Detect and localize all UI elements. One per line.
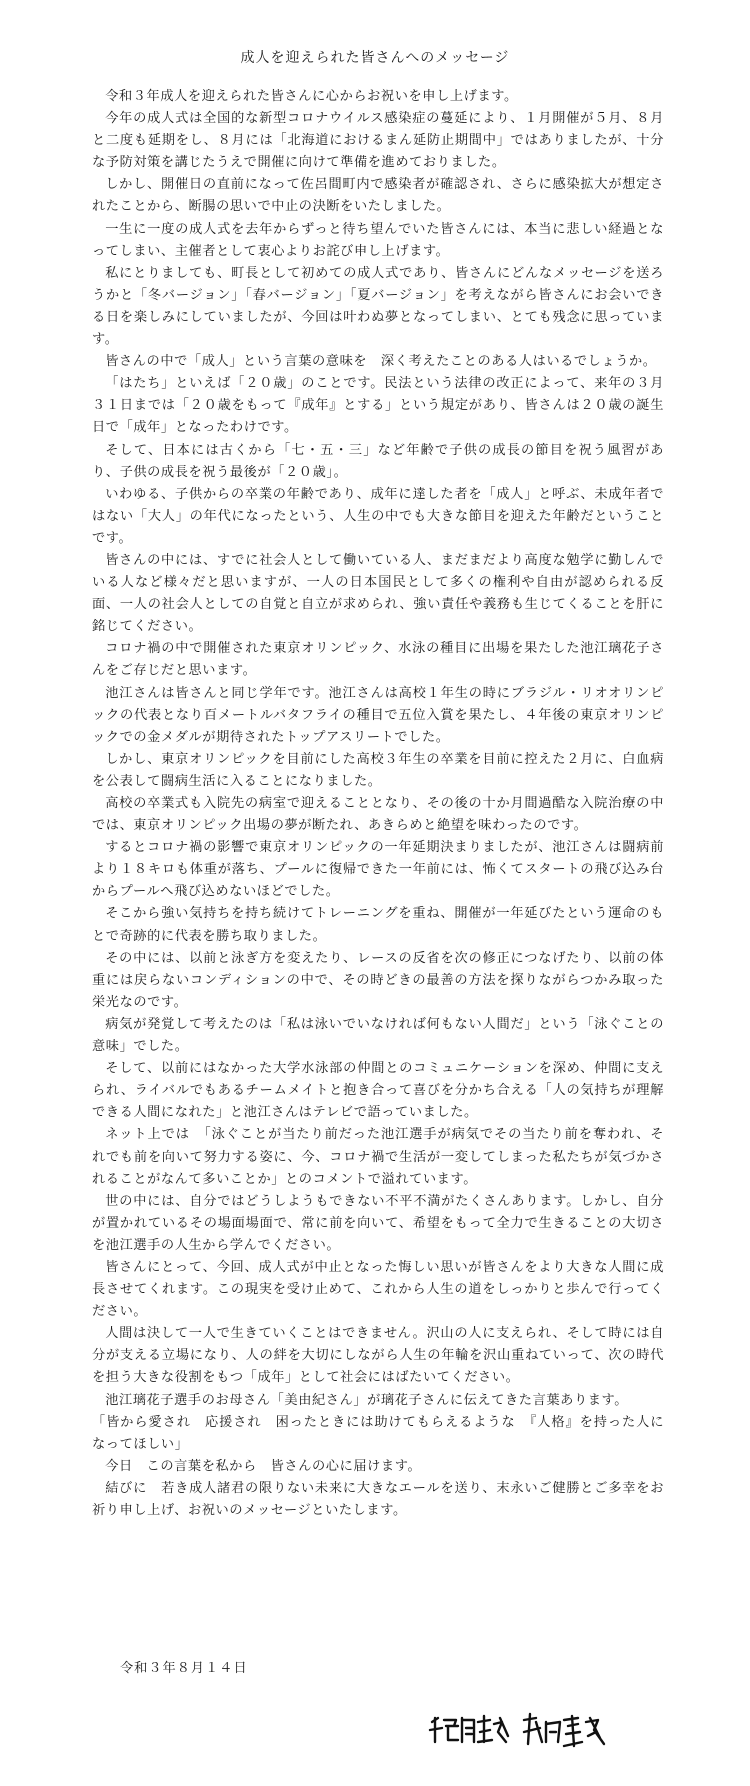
paragraph: 結びに 若き成人諸君の限りない未来に大きなエールを送り、末永いご健勝とご多幸をお祈り申し上げ、お祝いのメッセージといたします。 (92, 1480, 664, 1518)
handwritten-signature (428, 1712, 608, 1752)
quote-paragraph: 「皆から愛され 応援され 困ったときには助けてもらえるような 『人格』を持った人になってほしい」 (92, 1414, 664, 1452)
paragraph: コロナ禍の中で開催された東京オリンピック、水泳の種目に出場を果たした池江璃花子さんをご存じだと思います。 (92, 641, 664, 679)
paragraph: そして、日本には古くから「七・五・三」など年齢で子供の成長の節目を祝う風習があり、子供の成長を祝う最後が「２０歳」。 (92, 442, 664, 480)
signature-scribble (428, 1712, 608, 1752)
paragraph: 令和３年成人を迎えられた皆さんに心からお祝いを申し上げます。 (105, 89, 518, 104)
paragraph: 人間は決して一人で生きていくことはできません。沢山の人に支えられ、そして時には自分が支える立場になり、人の絆を大切にしながら人生の年輪を沢山重ねていって、次の時代を担う大きな役割をもつ「成年」として社会にはばたいてください。 (92, 1326, 664, 1386)
paragraph: 「はたち」といえば「２０歳」のことです。民法という法律の改正によって、来年の３月３１日までは「２０歳をもって『成年』とする」という規定があり、皆さんは２０歳の誕生日で「成年」となったわけです。 (92, 376, 664, 436)
paragraph: 病気が発覚して考えたのは「私は泳いでいなければ何もない人間だ」という「泳ぐことの意味」でした。 (92, 1016, 664, 1055)
paragraph: いわゆる、子供からの卒業の年齢であり、成年に達した者を「成人」と呼ぶ、未成年者ではない「大人」の年代になったという、人生の中でも大きな節目を迎えた年齢だということです。 (92, 486, 664, 546)
paragraph: するとコロナ禍の影響で東京オリンピックの一年延期決まりましたが、池江さんは闘病前より１８キロも体重が落ち、プールに復帰できた一年前には、怖くてスタートの飛び込み台からプールへ飛び込めないほどでした。 (92, 840, 664, 900)
document-date: 令和３年８月１４日 (120, 1661, 248, 1676)
paragraph: 一生に一度の成人式を去年からずっと待ち望んでいた皆さんには、本当に悲しい経過となってしまい、主催者として衷心よりお詫び申し上げます。 (92, 221, 664, 259)
paragraph: しかし、東京オリンピックを目前にした高校３年生の卒業を目前に控えた２月に、白血病を公表して闘病生活に入ることになりました。 (92, 751, 664, 789)
paragraph: そして、以前にはなかった大学水泳部の仲間とのコミュニケーションを深め、仲間に支えられ、ライバルでもあるチームメイトと抱き合って喜びを分かち合える「人の気持ちが理解できる人間になれた」と池江さんはテレビで語っていました。 (92, 1061, 664, 1121)
paragraph: その中には、以前と泳ぎ方を変えたり、レースの反省を次の修正につなげたり、以前の体重には戻らないコンディションの中で、その時どきの最善の方法を探りながらつかみ取った栄光なのです。 (92, 950, 664, 1010)
paragraph: 皆さんの中で「成人」という言葉の意味を 深く考えたことのある人はいるでしょうか。 (105, 354, 657, 370)
paragraph: 今日 この言葉を私から 皆さんの心に届けます。 (105, 1458, 422, 1474)
paragraph: 池江さんは皆さんと同じ学年です。池江さんは高校１年生の時にブラジル・リオオリンピックの代表となり百メートルバタフライの種目で五位入賞を果たし、４年後の東京オリンピックでの金メダルが期待されたトップアスリートでした。 (92, 685, 664, 745)
paragraph: しかし、開催日の直前になって佐呂間町内で感染者が確認され、さらに感染拡大が想定されたことから、断腸の思いで中止の決断をいたしました。 (92, 177, 664, 215)
paragraph: ネット上では 「泳ぐことが当たり前だった池江選手が病気でその当たり前を奪われ、それでも前を向いて努力する姿に、今、コロナ禍で生活が一変してしまった私たちが気づかされることがなんて多いことか」とのコメントで溢れています。 (92, 1127, 664, 1187)
paragraph: 今年の成人式は全国的な新型コロナウイルス感染症の蔓延により、１月開催が５月、８月と二度も延期をし、８月には「北海道におけるまん延防止期間中」ではありましたが、十分な予防対策を講じたうえで開催に向けて準備を進めておりました。 (92, 111, 664, 171)
paragraph: 皆さんにとって、今回、成人式が中止となった悔しい思いが皆さんをより大きな人間に成長させてくれます。この現実を受け止めて、これから人生の道をしっかりと歩んで行ってください。 (92, 1259, 664, 1320)
paragraph: 皆さんの中には、すでに社会人として働いている人、まだまだより高度な勉学に勤しんでいる人など様々だと思いますが、一人の日本国民として多くの権利や自由が認められる反面、一人の社会人としての自覚と自立が求められ、強い責任や義務も生じてくることを肝に銘じてください。 (92, 552, 664, 635)
paragraph: そこから強い気持ちを持ち続けてトレーニングを重ね、開催が一年延びたという運命のもとで奇跡的に代表を勝ち取りました。 (92, 906, 664, 944)
document-title: 成人を迎えられた皆さんへのメッセージ (240, 50, 510, 66)
message-body (92, 86, 664, 1522)
paragraph: 私にとりましても、町長として初めての成人式であり、皆さんにどんなメッセージを送ろうかと「冬バージョン」「春バージョン」「夏バージョン」を考えながら皆さんにお会いできる日を楽しみにしていましたが、今回は叶わぬ夢となってしまい、とても残念に思っています。 (92, 265, 664, 348)
paragraph: 池江璃花子選手のお母さん「美由紀さん」が璃花子さんに伝えてきた言葉あります。 (105, 1392, 629, 1408)
paragraph: 世の中には、自分ではどうしようもできない不平不満がたくさんあります。しかし、自分が置かれているその場面場面で、常に前を向いて、希望をもって全力で生きることの大切さを池江選手の人生から学んでください。 (92, 1193, 664, 1253)
paragraph: 高校の卒業式も入院先の病室で迎えることとなり、その後の十か月間過酷な入院治療の中では、東京オリンピック出場の夢が断たれ、あきらめと絶望を味わったのです。 (92, 796, 664, 834)
